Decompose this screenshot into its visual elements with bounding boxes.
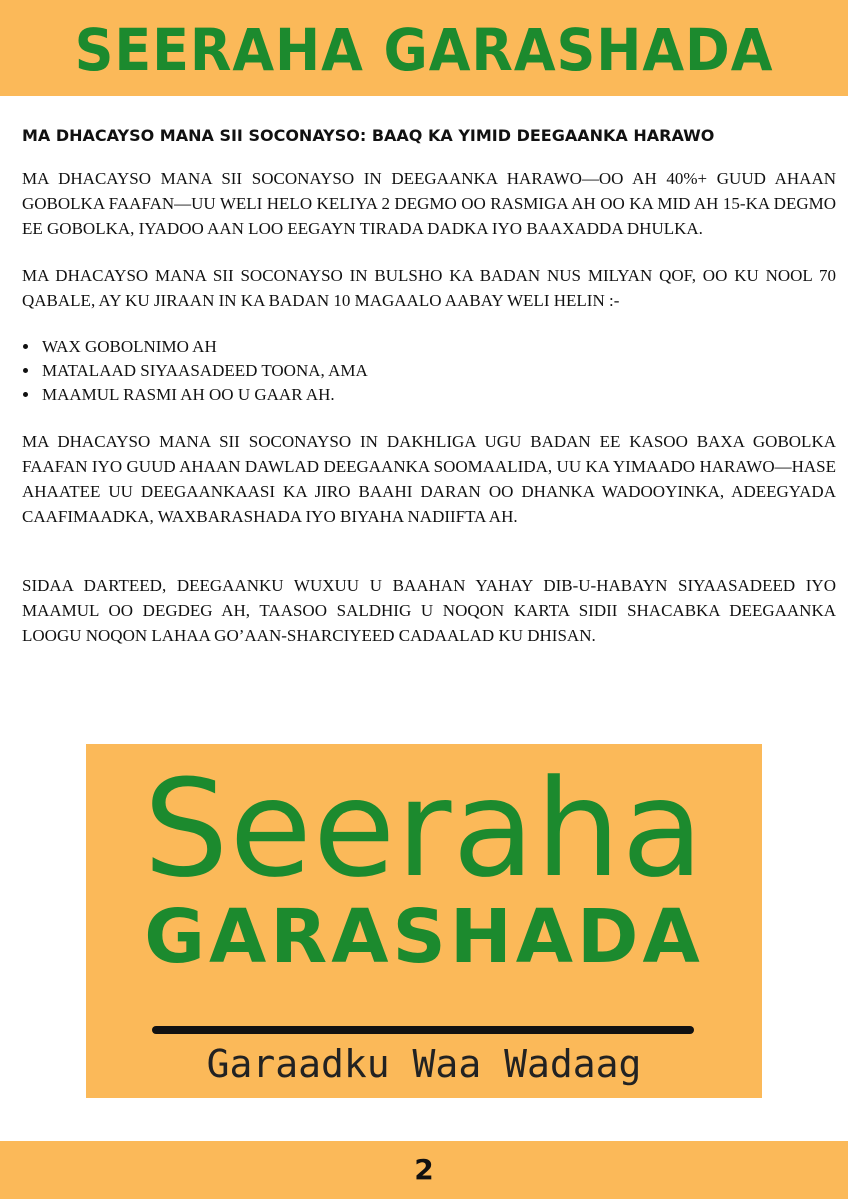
list-item: • WAX GOBOLNIMO AH — [40, 335, 836, 359]
logo-wordmark-line2: GARASHADA — [144, 894, 704, 980]
article-body — [22, 124, 836, 670]
bullet-list — [22, 335, 836, 407]
logo-tagline: Garaadku Waa Wadaag — [206, 1042, 642, 1086]
footer-band — [0, 1141, 848, 1199]
logo-wordmark-line1: Seeraha — [143, 751, 705, 907]
paragraph-1: MA DHACAYSO MANA SII SOCONAYSO IN DEEGAANKA HARAWO—OO AH 40%+ GUUD AHAAN GOBOLKA FAAFAN—UU WELI HELO KELIYA 2 DEGMO OO RASMIGA AH OO KA MID AH 15-KA DEGMO EE GOBOLKA, IYADOO AAN LOO EEGAYN TIRADA DADKA IYO BAAXADDA DHULKA. — [22, 169, 836, 238]
paragraph-2: MA DHACAYSO MANA SII SOCONAYSO IN BULSHO KA BADAN NUS MILYAN QOF, OO KU NOOL 70 QABALE, AY KU JIRAAN IN KA BADAN 10 MAGAALO AABAY WELI HELIN :- — [22, 266, 836, 310]
spacer — [22, 551, 836, 573]
brand-logo — [86, 744, 762, 1098]
paragraph-4: SIDAA DARTEED, DEEGAANKU WUXUU U BAAHAN YAHAY DIB-U-HABAYN SIYAASADEED IYO MAAMUL OO DEGDEG AH, TAASOO SALDHIG U NOQON KARTA SIDII SHACABKA DEEGAANKA LOOGU NOQON LAHAA GO’AAN-SHARCIYEED CADAALAD KU DHISAN. — [22, 576, 836, 645]
paragraph-3: MA DHACAYSO MANA SII SOCONAYSO IN DAKHLIGA UGU BADAN EE KASOO BAXA GOBOLKA FAAFAN IYO GUUD AHAAN DAWLAD DEEGAANKA SOOMAALIDA, UU KA YIMAADO HARAWO—HASE AHAATEE UU DEEGAANKAASI KA JIRO BAAHI DARAN OO DHANKA WADOOYINKA, ADEEGYADA CAAFIMAADKA, WAXBARASHADA IYO BIYAHA NADIIFTA AH. — [22, 432, 836, 526]
article-subtitle: MA DHACAYSO MANA SII SOCONAYSO: BAAQ KA YIMID DEEGAANKA HARAWO — [22, 126, 715, 145]
header-title: SEERAHA GARASHADA — [74, 16, 774, 84]
list-item: • MAAMUL RASMI AH OO U GAAR AH. — [40, 383, 836, 407]
list-item: • MATALAAD SIYAASADEED TOONA, AMA — [40, 359, 836, 383]
header-band — [0, 0, 848, 96]
logo-divider — [152, 1026, 694, 1034]
page-number: 2 — [414, 1153, 434, 1186]
